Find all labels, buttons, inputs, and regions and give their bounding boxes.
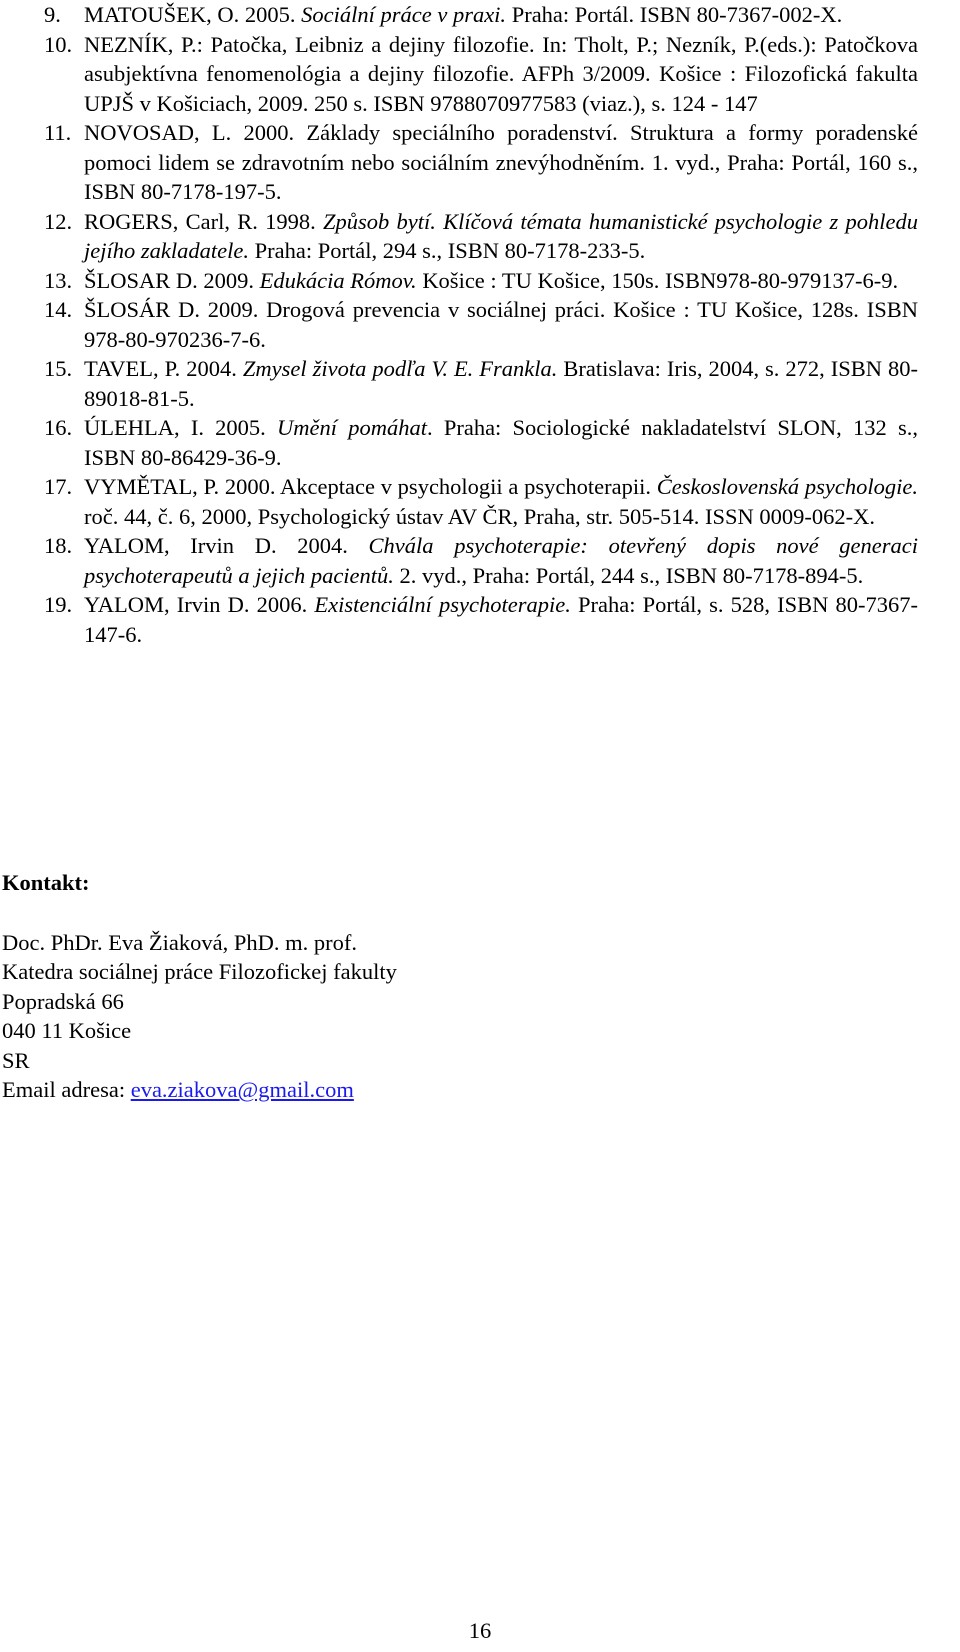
reference-title: Československá psychologie. bbox=[656, 474, 918, 499]
reference-title: Existenciální psychoterapie. bbox=[314, 592, 571, 617]
reference-title: Zmysel života podľa V. E. Frankla. bbox=[242, 356, 558, 381]
reference-number: 17. bbox=[44, 474, 73, 499]
reference-text: Praha: Portál, 294 s., ISBN 80-7178-233-5. bbox=[248, 238, 646, 263]
email-label: Email adresa: bbox=[2, 1077, 131, 1102]
reference-number: 19. bbox=[44, 592, 73, 617]
contact-line: Doc. PhDr. Eva Žiaková, PhD. m. prof. bbox=[2, 929, 357, 955]
reference-number: 18. bbox=[44, 533, 73, 558]
contact-section bbox=[2, 868, 902, 1105]
reference-text: ÚLEHLA, I. 2005. bbox=[84, 415, 278, 440]
reference-number: 12. bbox=[44, 208, 73, 234]
reference-text: ŠLOSAR D. 2009. bbox=[84, 267, 260, 293]
email-link[interactable]: eva.ziakova@gmail.com bbox=[130, 1077, 354, 1102]
reference-text: . Praha: Sociologické nakladatelství SLON, 132 s., ISBN 80-86429-36-9. bbox=[84, 415, 918, 470]
reference-number: 16. bbox=[44, 415, 73, 440]
reference-text: NOVOSAD, L. 2000. Základy speciálního poradenství. Struktura a formy poradenské pomoci lidem se zdravotním nebo sociálním znevýhodněním. 1. vyd., Praha: Portál, 160 s., ISBN 80-7178-197-5. bbox=[84, 120, 918, 204]
reference-title: Edukácia Rómov. bbox=[259, 267, 417, 293]
reference-number: 14. bbox=[44, 297, 73, 322]
reference-number: 9. bbox=[44, 2, 61, 27]
reference-item bbox=[0, 590, 960, 649]
reference-item bbox=[0, 266, 960, 296]
reference-text: Košice : TU Košice, 150s. ISBN978-80-979137-6-9. bbox=[416, 267, 899, 293]
reference-text: ROGERS, Carl, R. 1998. bbox=[84, 208, 323, 234]
reference-text: YALOM, Irvin D. 2004. bbox=[84, 533, 369, 558]
reference-text: NEZNÍK, P.: Patočka, Leibniz a dejiny filozofie. In: Tholt, P.; Nezník, P.(eds.): Patočkova asubjektívna fenomenológia a dejiny filozofie. AFPh 3/2009. Košice : Filozofická fakulta UPJŠ v Košiciach, 2009. 250 s. ISBN 9788070977583 (viaz.), s. 124 - 147 bbox=[84, 31, 918, 116]
email-row bbox=[2, 1075, 902, 1105]
reference-number: 11. bbox=[44, 120, 72, 145]
reference-text: roč. 44, č. 6, 2000, Psychologický ústav AV ČR, Praha, str. 505-514. ISSN 0009-062-X. bbox=[84, 503, 876, 529]
contact-line: 040 11 Košice bbox=[2, 1018, 132, 1043]
contact-heading: Kontakt: bbox=[2, 870, 90, 895]
reference-item bbox=[0, 30, 960, 119]
reference-number: 10. bbox=[44, 31, 73, 57]
reference-list bbox=[0, 0, 960, 649]
reference-text: TAVEL, P. 2004. bbox=[84, 356, 243, 381]
reference-text: YALOM, Irvin D. 2006. bbox=[84, 592, 315, 617]
reference-title: Umění pomáhat bbox=[277, 415, 427, 440]
contact-line: Katedra sociálnej práce Filozofickej fakulty bbox=[2, 959, 397, 984]
reference-title: Chvála psychoterapie: otevřený dopis nové generaci psychoterapeutů a jejich pacientů. bbox=[84, 533, 918, 588]
page-number: 16 bbox=[468, 1618, 492, 1643]
reference-text: Praha: Portál, s. 528, ISBN 80-7367-147-6. bbox=[84, 592, 918, 647]
reference-number: 15. bbox=[44, 356, 73, 381]
reference-item bbox=[0, 295, 960, 354]
reference-item bbox=[0, 118, 960, 207]
reference-item bbox=[0, 472, 960, 531]
reference-text: Praha: Portál. ISBN 80-7367-002-X. bbox=[506, 2, 843, 27]
contact-line: SR bbox=[2, 1047, 30, 1073]
reference-item bbox=[0, 207, 960, 266]
reference-title: Způsob bytí. Klíčová témata humanistické psychologie z pohledu jejího zakladatele. bbox=[84, 208, 918, 263]
contact-line: Popradská 66 bbox=[2, 988, 124, 1014]
reference-item bbox=[0, 413, 960, 472]
reference-item bbox=[0, 0, 960, 30]
reference-text: MATOUŠEK, O. 2005. bbox=[84, 2, 302, 27]
reference-title: Sociální práce v praxi. bbox=[301, 2, 507, 27]
reference-text: Bratislava: Iris, 2004, s. 272, ISBN 80-89018-81-5. bbox=[84, 356, 918, 411]
reference-number: 13. bbox=[44, 267, 73, 293]
reference-item bbox=[0, 531, 960, 590]
reference-text: 2. vyd., Praha: Portál, 244 s., ISBN 80-7178-894-5. bbox=[393, 562, 864, 588]
reference-item bbox=[0, 354, 960, 413]
reference-text: ŠLOSÁR D. 2009. Drogová prevencia v sociálnej práci. Košice : TU Košice, 128s. ISBN 978-80-970236-7-6. bbox=[84, 297, 918, 352]
reference-text: VYMĚTAL, P. 2000. Akceptace v psychologii a psychoterapii. bbox=[84, 474, 657, 499]
